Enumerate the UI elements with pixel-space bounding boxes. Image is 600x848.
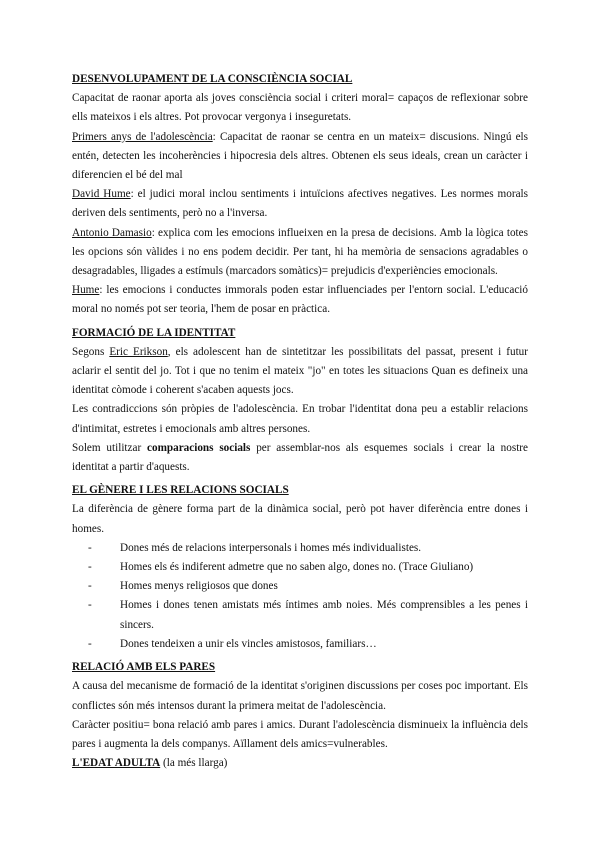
- text-comparacions-pre: Solem utilitzar: [72, 441, 148, 454]
- list-item: [88, 539, 528, 558]
- paragraph-comparacions: [72, 439, 528, 477]
- text-erikson-pre: Segons: [72, 345, 110, 358]
- dash-bullet: -: [88, 561, 92, 574]
- list-item-text: Dones tendeixen a unir els vincles amistosos, familiars…: [120, 637, 377, 650]
- paragraph-hume: [72, 281, 528, 319]
- text-erikson: , els adolescent han de sintetitzar les possibilitats del passat, present i futur aclarir el sentit del jo. Tot i que no tenim el mateix "jo" en totes les situacions Quan es defineix una identitat còmode i coherent s'acaben aquests jocs.: [72, 345, 529, 397]
- text-damasio: : explica com les emocions influeixen en la presa de decisions. Amb la lògica totes les opcions són vàlides i no ens podem decidir. Per tant, hi ha memòria de sensacions agradables o desagradables, lligades a estímuls (marcadors somàtics)= prejudicis d'experiències emocionals.: [72, 226, 528, 278]
- list-item-text: Dones més de relacions interpersonals i homes més individualistes.: [120, 541, 422, 554]
- paragraph-genere-intro: La diferència de gènere forma part de la dinàmica social, però pot haver diferència entre dones i homes.: [72, 503, 528, 535]
- text-edat-adulta-suffix: (la més llarga): [160, 757, 228, 770]
- section-title-genere: EL GÈNERE I LES RELACIONS SOCIALS: [72, 484, 289, 497]
- paragraph-primers-anys: [72, 128, 528, 186]
- text-primers-anys: : Capacitat de raonar se centra en un mateix= discusions. Ningú els entén, detecten les incoherències i hipocresia dels altres. Obtenen els seus ideals, crean un caràcter i diferencien el bé del mal: [72, 130, 529, 182]
- document-page: [72, 70, 528, 773]
- section-title-identitat: FORMACIÓ DE LA IDENTITAT: [72, 326, 236, 339]
- section-title-edat-adulta: L'EDAT ADULTA: [72, 757, 161, 770]
- section-title-consciencia-social: DESENVOLUPAMENT DE LA CONSCIÈNCIA SOCIAL: [72, 73, 353, 85]
- paragraph-intro: Capacitat de raonar aporta als joves consciència social i criteri moral= capaços de reflexionar sobre ells mateixos i els altres. Pot provocar vergonya i inseguretats.: [72, 92, 528, 124]
- gender-list: [72, 539, 528, 654]
- paragraph-pares-1: A causa del mecanisme de formació de la identitat s'originen discussions per coses poc important. Els conflictes són més intensos durant la primera meitat de l'adolescència.: [72, 680, 528, 712]
- section-edat-adulta: [72, 754, 528, 773]
- text-hume: : les emocions i conductes immorals poden estar influenciades per l'entorn social. L'educació moral no només pot ser teoria, l'hem de posar en pràctica.: [72, 284, 528, 316]
- text-david-hume: : el judici moral inclou sentiments i intuïcions afectives negatives. Les normes morals deriven dels sentiments, però no a l'inversa.: [72, 188, 528, 220]
- term-hume: Hume: [72, 284, 100, 297]
- term-primers-anys: Primers anys de l'adolescència: [72, 130, 213, 143]
- list-item: [88, 558, 528, 577]
- dash-bullet: -: [88, 580, 92, 593]
- dash-bullet: -: [88, 599, 92, 612]
- paragraph-contradiccions: Les contradiccions són pròpies de l'adolescència. En trobar l'identitat dona peu a establir relacions d'intimitat, estretes i emocionals amb altres persones.: [72, 403, 528, 435]
- list-item: [88, 635, 528, 654]
- paragraph-david-hume: [72, 185, 528, 223]
- list-item-text: Homes menys religiosos que dones: [120, 580, 278, 593]
- term-erikson: Eric Erikson: [109, 345, 168, 358]
- paragraph-damasio: [72, 224, 528, 282]
- term-comparacions-socials: comparacions socials: [147, 441, 251, 454]
- text-comparacions-post: per assemblar-nos als esquemes socials i crear la nostre identitat a partir d'aquests.: [72, 441, 528, 474]
- section-title-pares: RELACIÓ AMB ELS PARES: [72, 661, 216, 674]
- list-item: [88, 577, 528, 596]
- dash-bullet: -: [88, 637, 92, 650]
- dash-bullet: -: [88, 541, 92, 554]
- list-item: [88, 596, 528, 634]
- paragraph-erikson: [72, 343, 528, 401]
- term-david-hume: David Hume: [72, 188, 131, 201]
- list-item-text: Homes i dones tenen amistats més íntimes amb noies. Més comprensibles a les penes i sincers.: [120, 599, 528, 631]
- list-item-text: Homes els és indiferent admetre que no saben algo, dones no. (Trace Giuliano): [120, 561, 474, 574]
- paragraph-pares-2: Caràcter positiu= bona relació amb pares i amics. Durant l'adolescència disminueix la influència dels pares i augmenta la dels companys. Aïllament dels amics=vulnerables.: [72, 718, 528, 750]
- term-damasio: Antonio Damasio: [72, 226, 152, 239]
